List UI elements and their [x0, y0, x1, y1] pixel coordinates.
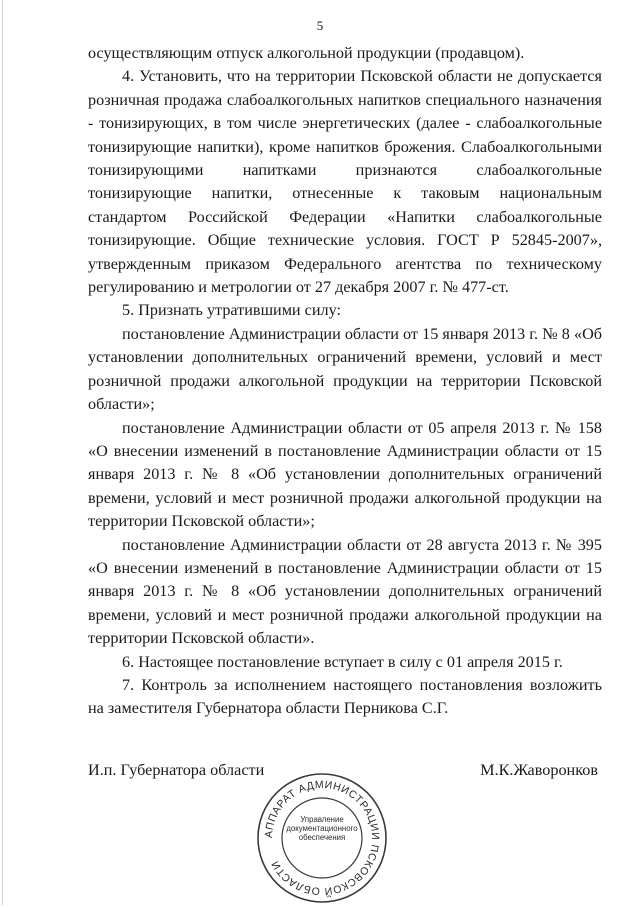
signatory-position: И.п. Губернатора области	[88, 761, 265, 779]
seal-center-text: Управление документационного обеспечения	[286, 815, 358, 842]
repealed-act-3: постановление Администрации области от 28 августа 2013 г. № 395 «О внесении изменений в постановление Администрации области от 15 января 2013 г. № 8 «Об установлении дополнительных ограничений времени, условий и мест розничной продажи алкогольной продукции на территории Псковской области».	[88, 535, 602, 648]
repealed-act-2: постановление Администрации области от 05 апреля 2013 г. № 158 «О внесении изменений в постановление Администрации области от 15 января 2013 г. № 8 «Об установлении дополнительных ограничений времени, условий и мест розничной продажи алкогольной продукции на территории Псковской области»;	[88, 418, 602, 531]
paragraph-item-6: 6. Настоящее постановление вступает в силу с 01 апреля 2015 г.	[122, 652, 563, 671]
repealed-act-1: постановление Администрации области от 15 января 2013 г. № 8 «Об установлении дополнительных ограничений времени, условий и мест розничной продажи алкогольной продукции на территории Псковской области»;	[88, 324, 602, 414]
official-seal	[252, 768, 392, 908]
paragraph-continuation: осуществляющим отпуск алкогольной продукции (продавцом).	[88, 44, 525, 62]
paragraph-item-5: 5. Признать утратившими силу:	[122, 301, 341, 320]
document-body	[88, 42, 602, 721]
paragraph-item-4: 4. Установить, что на территории Псковской области не допускается розничная продажа слабоалкогольных напитков специального назначения - тонизирующих, в том числе энергетических (далее - слабоалкогольные тонизирующие напитки), кроме напитков брожения. Слабоалкогольными тонизирующими напитками признаются слабоалкогольные тонизирующие напитки, отнесенные к таковым национальным стандартом Российской Федерации «Напитки слабоалкогольные тонизирующие. Общие технические условия. ГОСТ Р 52845-2007», утвержденным приказом Федерального агентства по техническому регулированию и метрологии от 27 декабря 2007 г. № 477-ст.	[88, 67, 602, 297]
seal-ring-text: АППАРАТ АДМИНИСТРАЦИИ ПСКОВСКОЙ ОБЛАСТИ	[262, 778, 382, 898]
signatory-name: М.К.Жаворонков	[480, 761, 598, 779]
page-number: 5	[316, 18, 324, 33]
page-edge-line	[2, 0, 3, 905]
paragraph-item-7: 7. Контроль за исполнением настоящего постановления возложить на заместителя Губернатора области Перникова С.Г.	[88, 675, 602, 718]
